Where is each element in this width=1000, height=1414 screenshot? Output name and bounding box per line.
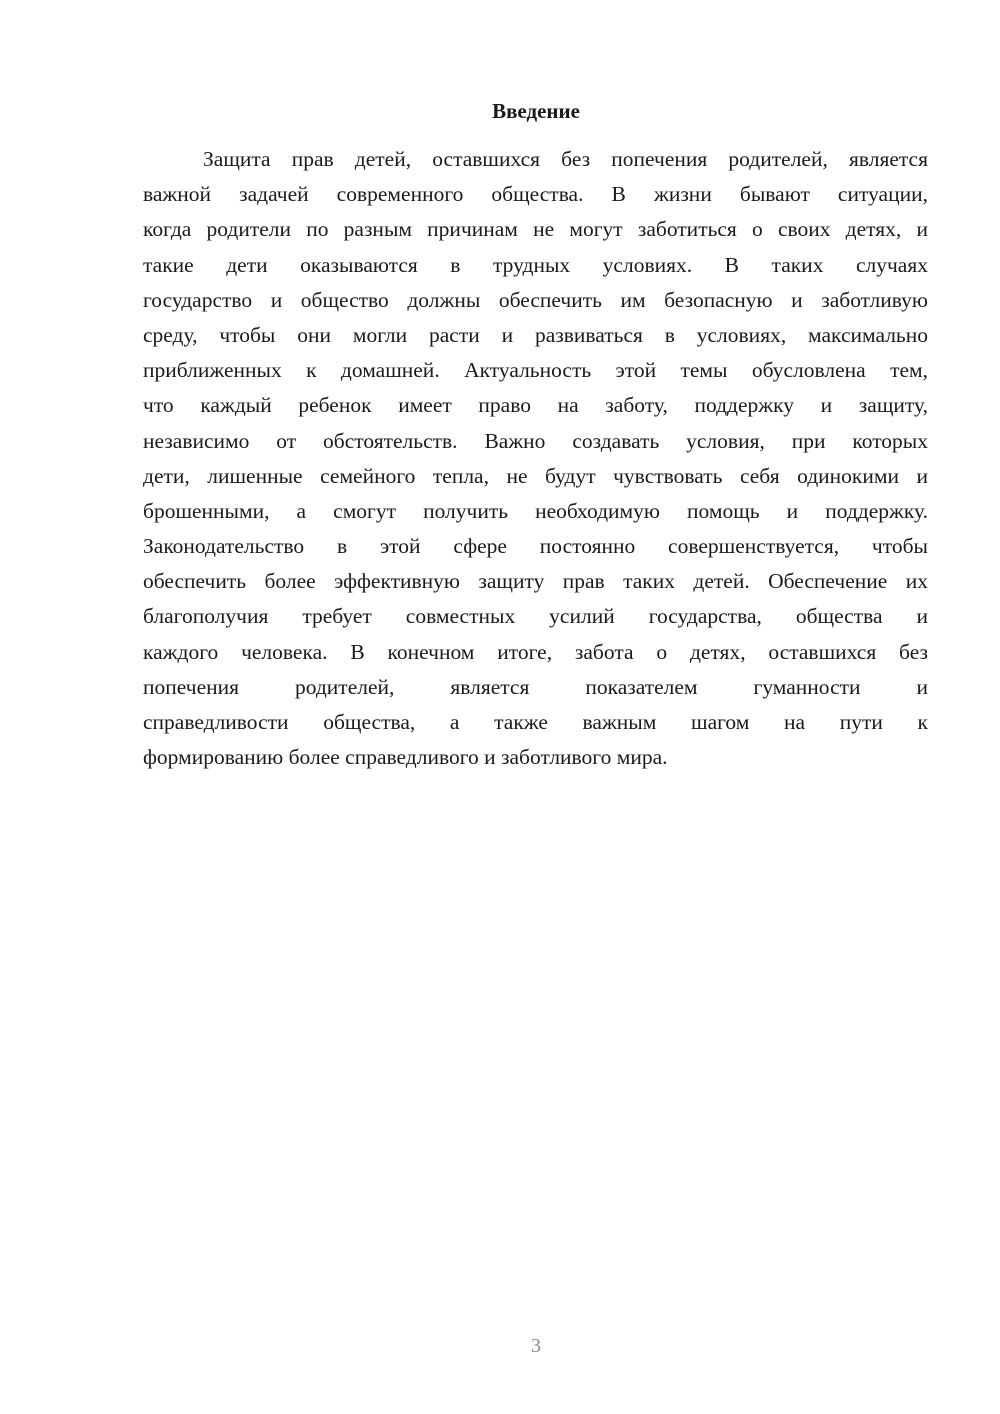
paragraph-line: каждого человека. В конечном итоге, забота о детях, оставшихся без	[143, 639, 928, 664]
paragraph-line: благополучия требует совместных усилий государства, общества и	[143, 604, 928, 629]
paragraph-line: когда родители по разным причинам не могут заботиться о своих детях, и	[143, 217, 928, 242]
paragraph-line: Законодательство в этой сфере постоянно совершенствуется, чтобы	[143, 534, 928, 559]
paragraph-line: такие дети оказываются в трудных условиях. В таких случаях	[143, 252, 928, 277]
paragraph-line: справедливости общества, а также важным шагом на пути к	[143, 710, 928, 734]
paragraph-line: среду, чтобы они могли расти и развиваться в условиях, максимально	[143, 322, 928, 347]
paragraph-line: Защита прав детей, оставшихся без попечения родителей, является	[203, 147, 928, 171]
paragraph-line: дети, лишенные семейного тепла, не будут чувствовать себя одинокими и	[143, 463, 928, 488]
paragraph-line: приближенных к домашней. Актуальность этой темы обусловлена тем,	[143, 358, 928, 383]
paragraph-line: обеспечить более эффективную защиту прав таких детей. Обеспечение их	[143, 569, 928, 594]
paragraph-line: что каждый ребенок имеет право на заботу, поддержку и защиту,	[143, 393, 928, 418]
page-number: 3	[531, 1335, 541, 1357]
paragraph-line: независимо от обстоятельств. Важно создавать условия, при которых	[143, 428, 928, 453]
paragraph-line: попечения родителей, является показателем гуманности и	[143, 674, 928, 699]
paragraph-line: государство и общество должны обеспечить им безопасную и заботливую	[143, 287, 928, 312]
page-title: Введение	[492, 99, 580, 123]
paragraph-line: важной задачей современного общества. В жизни бывают ситуации,	[143, 182, 928, 207]
paragraph-line: формированию более справедливого и заботливого мира.	[143, 745, 668, 770]
body-paragraph	[143, 142, 928, 775]
paragraph-line: брошенными, а смогут получить необходимую помощь и поддержку.	[143, 498, 928, 523]
